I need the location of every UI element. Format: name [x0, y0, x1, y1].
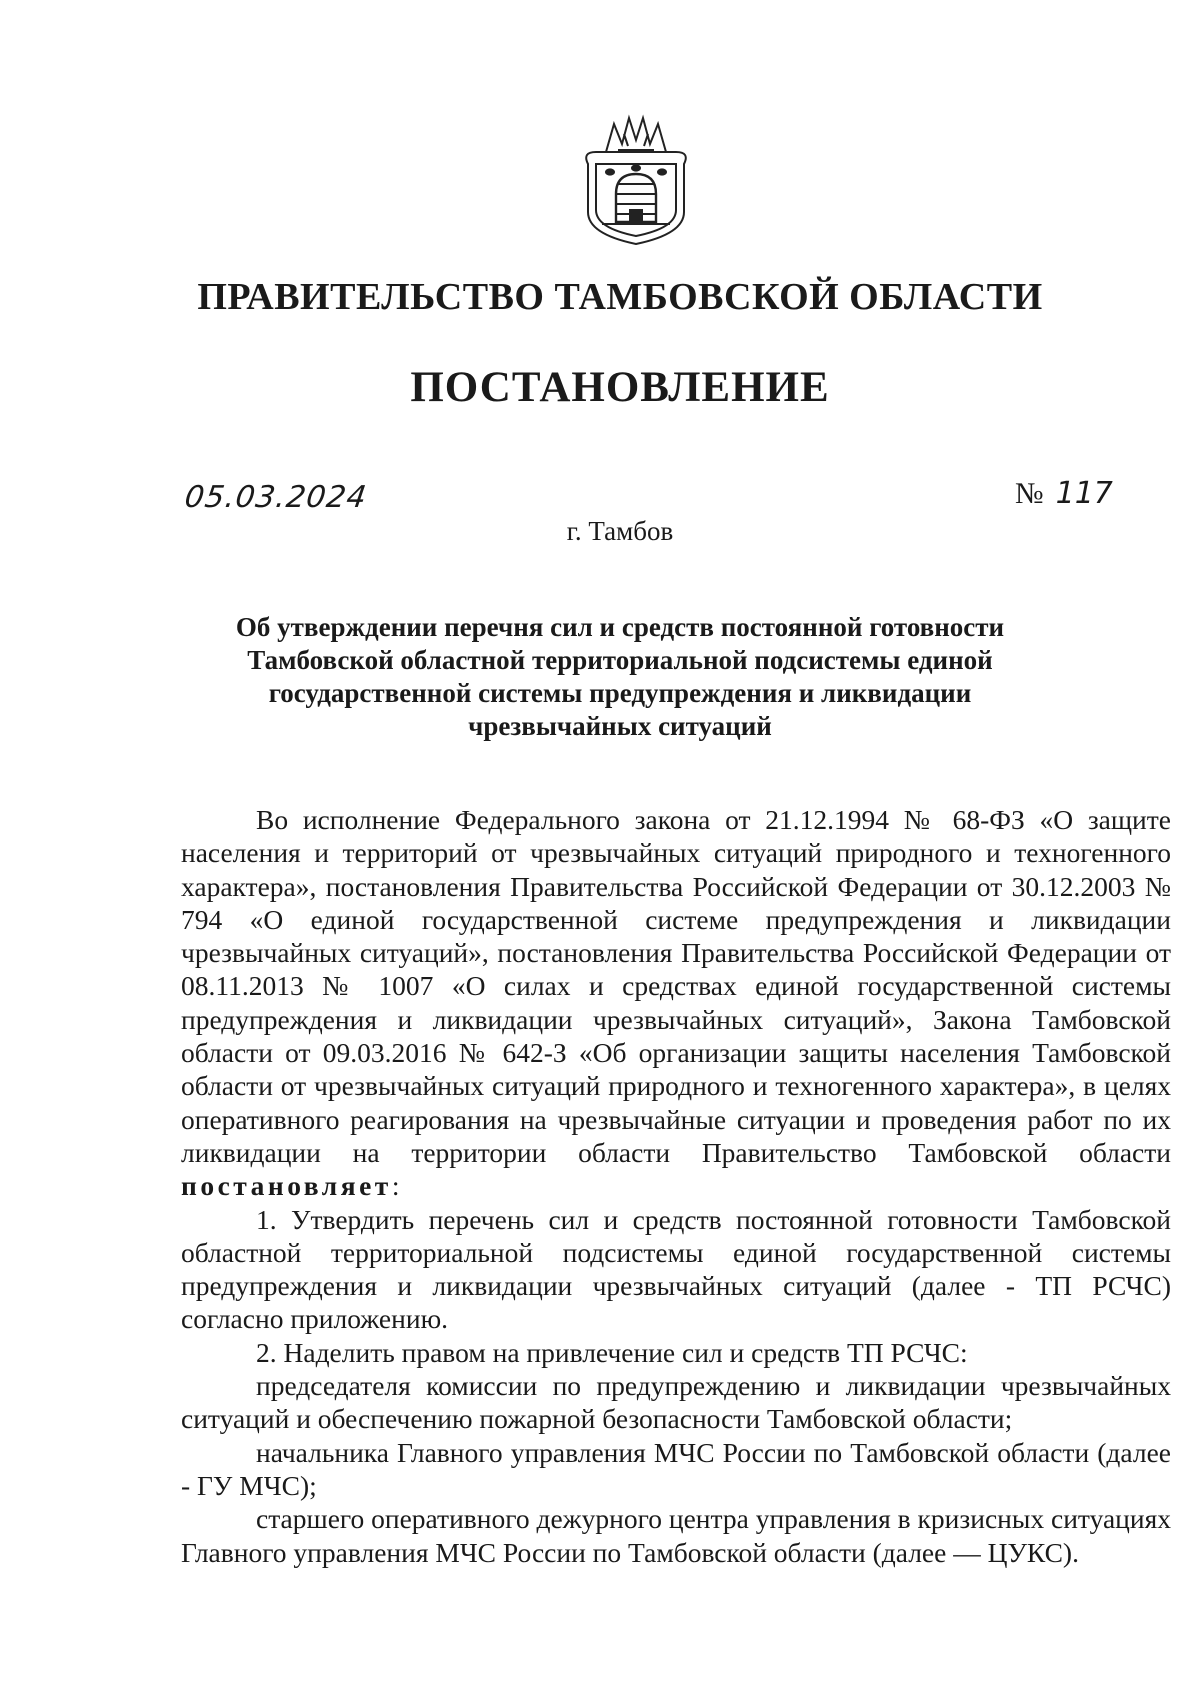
resolves-word: постановляет: [181, 1170, 392, 1202]
city: г. Тамбов: [566, 516, 674, 546]
tambov-coat-of-arms-icon: [566, 112, 706, 250]
title-line: Об утверждении перечня сил и средств постоянной готовности: [235, 612, 1005, 642]
item-2-c: старшего оперативного дежурного центра управления в кризисных ситуациях Главного управления МЧС России по Тамбовской области (далее — ЦУКС).: [181, 1503, 1171, 1568]
title-line: чрезвычайных ситуаций: [468, 711, 772, 741]
preamble-paragraph: [181, 803, 1171, 1203]
document-title: [170, 611, 1070, 743]
item-1: 1. Утвердить перечень сил и средств постоянной готовности Тамбовской областной территориальной подсистемы единой государственной системы предупреждения и ликвидации чрезвычайных ситуаций (далее - ТП РСЧС) согласно приложению.: [181, 1203, 1171, 1335]
title-line: государственной системы предупреждения и ликвидации: [268, 678, 972, 708]
item-2-b: начальника Главного управления МЧС России по Тамбовской области (далее - ГУ МЧС);: [181, 1436, 1171, 1501]
resolves-colon: :: [391, 1170, 400, 1202]
item-2-a: председателя комиссии по предупреждению и ликвидации чрезвычайных ситуаций и обеспечению пожарной безопасности Тамбовской области;: [181, 1370, 1171, 1435]
document-type: ПОСТАНОВЛЕНИЕ: [410, 364, 830, 411]
title-line: Тамбовской областной территориальной подсистемы единой: [247, 645, 993, 675]
number-value: 117: [1055, 476, 1113, 511]
organization-name: ПРАВИТЕЛЬСТВО ТАМБОВСКОЙ ОБЛАСТИ: [197, 276, 1043, 318]
document-date: 05.03.2024: [182, 480, 370, 515]
item-2: 2. Наделить правом на привлечение сил и средств ТП РСЧС:: [256, 1336, 968, 1368]
number-label: №: [1015, 477, 1044, 510]
document-body: [181, 803, 1171, 1569]
preamble-text: Во исполнение Федерального закона от 21.12.1994 № 68-ФЗ «О защите населения и территорий от чрезвычайных ситуаций природного и техногенного характера», постановления Правительства Российской Федерации от 30.12.2003 № 794 «О единой государственной системе предупреждения и ликвидации чрезвычайных ситуаций», постановления Правительства Российской Федерации от 08.11.2013 № 1007 «О силах и средствах единой государственной системы предупреждения и ликвидации чрезвычайных ситуаций», Закона Тамбовской области от 09.03.2016 № 642-З «Об организации защиты населения Тамбовской области от чрезвычайных ситуаций природного и техногенного характера», в целях оперативного реагирования на чрезвычайные ситуации и проведения работ по их ликвидации на территории области Правительство Тамбовской области: [181, 804, 1171, 1168]
document-number: [1015, 476, 1113, 511]
